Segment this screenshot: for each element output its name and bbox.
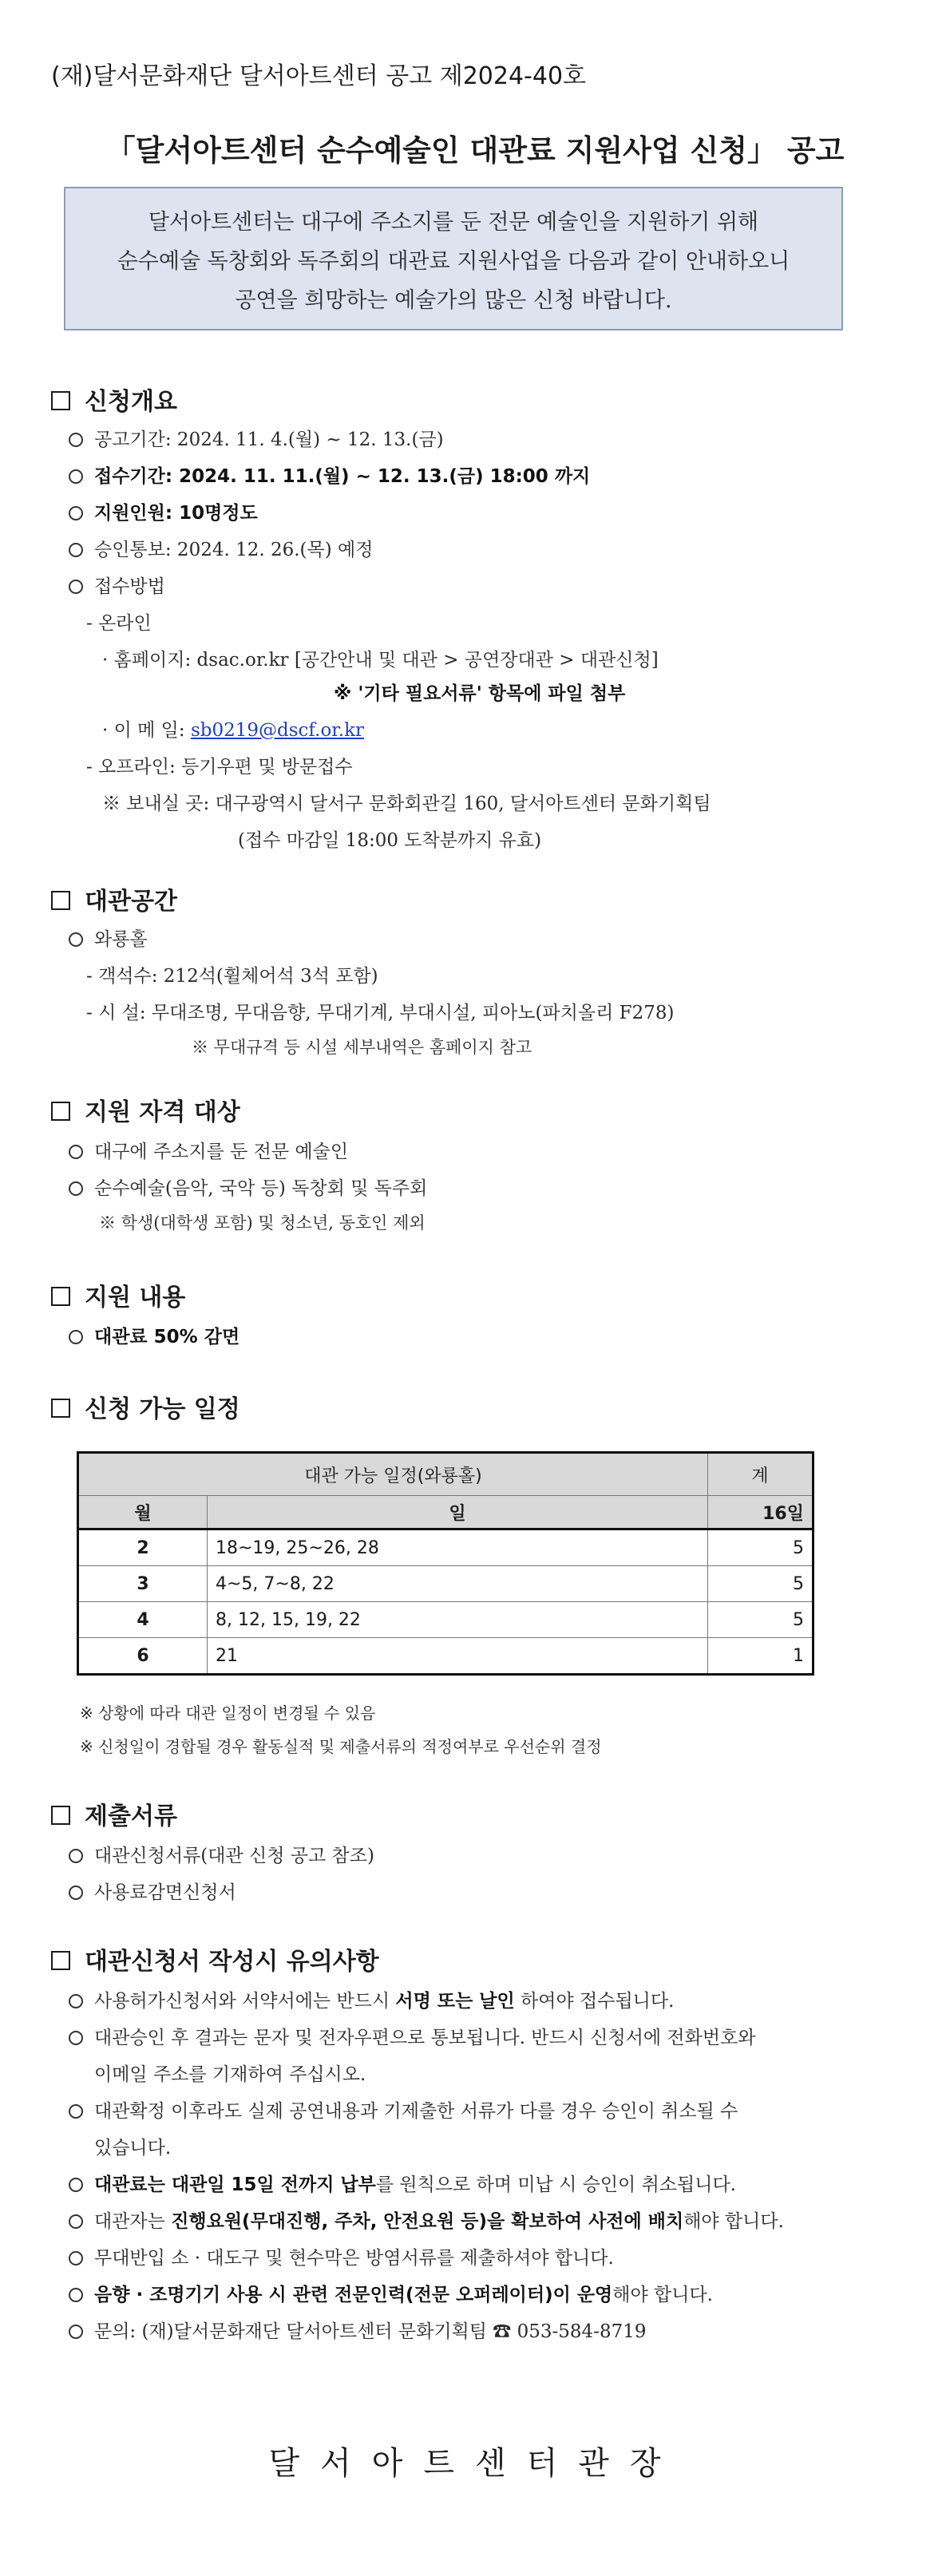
schedule-note: ※ 상황에 따라 대관 일정이 변경될 수 있음: [80, 1703, 376, 1723]
support-item: 대관료 50% 감면: [69, 1322, 239, 1348]
table-row: [78, 1529, 813, 1566]
circle-bullet-icon: [69, 469, 83, 484]
circle-bullet-icon: [69, 2031, 83, 2045]
email-link[interactable]: sb0219@dscf.or.kr: [190, 720, 364, 741]
signature: 달서아트센터관장: [268, 2445, 682, 2482]
table-header-row: [78, 1453, 813, 1496]
eligibility-note: ※ 학생(대학생 포함) 및 청소년, 동호인 제외: [99, 1213, 426, 1233]
circle-bullet-icon: [69, 1145, 83, 1159]
venue-note: ※ 무대규격 등 시설 세부내역은 홈페이지 참고: [192, 1038, 532, 1057]
section-heading: 대관공간: [85, 888, 177, 916]
venue-seats: - 객석수: 212석(휠체어석 3석 포함): [86, 966, 378, 987]
overview-email: · 이 메 일: sb0219@dscf.or.kr: [102, 720, 364, 741]
caution-item-cont: 이메일 주소를 기재하여 주십시오.: [94, 2064, 366, 2085]
section-heading: 지원 자격 대상: [85, 1098, 240, 1126]
intro-line: 순수예술 독창회와 독주회의 대관료 지원사업을 다음과 같이 안내하오니: [117, 249, 790, 274]
section-documents: [51, 1796, 177, 1831]
count-cell: 5: [708, 1566, 813, 1602]
checkbox-square-icon: [51, 1287, 70, 1306]
table-subheader-cell: 일: [208, 1496, 708, 1529]
documents-item: 대관신청서류(대관 신청 공고 참조): [69, 1841, 374, 1867]
page-title: 「달서아트센터 순수예술인 대관료 지원사업 신청」 공고: [105, 133, 845, 168]
section-heading: 신청개요: [85, 388, 177, 416]
section-heading: 제출서류: [85, 1802, 177, 1830]
checkbox-square-icon: [51, 1102, 70, 1121]
circle-bullet-icon: [69, 1849, 83, 1863]
schedule-note: ※ 신청일이 경합될 경우 활동실적 및 제출서류의 적정여부로 우선순위 결정: [80, 1737, 602, 1756]
circle-bullet-icon: [69, 2251, 83, 2265]
section-venue: [51, 881, 177, 916]
section-overview: [51, 382, 177, 417]
eligibility-item: 순수예술(음악, 국악 등) 독창회 및 독주회: [69, 1173, 427, 1200]
circle-bullet-icon: [69, 506, 83, 520]
checkbox-square-icon: [51, 391, 70, 410]
circle-bullet-icon: [69, 1330, 83, 1344]
section-heading: 대관신청서 작성시 유의사항: [85, 1948, 379, 1976]
caution-item: 사용허가신청서와 서약서에는 반드시 서명 또는 날인 하여야 접수됩니다.: [69, 1986, 674, 2012]
circle-bullet-icon: [69, 2104, 83, 2119]
table-row: [78, 1602, 813, 1638]
overview-online: - 온라인: [86, 613, 152, 634]
section-heading: 신청 가능 일정: [85, 1395, 240, 1423]
overview-offline: - 오프라인: 등기우편 및 방문접수: [86, 757, 353, 778]
count-cell: 5: [708, 1529, 813, 1566]
overview-address-note: (접수 마감일 18:00 도착분까지 유효): [238, 830, 542, 851]
circle-bullet-icon: [69, 2325, 83, 2339]
section-heading: 지원 내용: [85, 1284, 186, 1312]
checkbox-square-icon: [51, 1951, 70, 1970]
month-cell: 6: [78, 1638, 208, 1675]
days-cell: 4~5, 7~8, 22: [208, 1566, 708, 1602]
caution-item-cont: 있습니다.: [94, 2138, 172, 2159]
section-schedule: [51, 1389, 240, 1424]
checkbox-square-icon: [51, 891, 70, 910]
table-header-cell: 계: [708, 1453, 813, 1496]
venue-facilities: - 시 설: 무대조명, 무대음향, 무대기계, 부대시설, 피아노(파치올리 F278): [86, 1003, 675, 1023]
overview-homepage-note: ※ '기타 필요서류' 항목에 파일 첨부: [334, 683, 626, 704]
overview-homepage: · 홈페이지: dsac.or.kr [공간안내 및 대관 > 공연장대관 > 대관신청]: [102, 650, 659, 671]
section-cautions: [51, 1941, 379, 1977]
doc-number: (재)달서문화재단 달서아트센터 공고 제2024-40호: [51, 62, 587, 90]
caution-item: 대관승인 후 결과는 문자 및 전자우편으로 통보됩니다. 반드시 신청서에 전화번호와: [69, 2023, 756, 2049]
table-row: [78, 1638, 813, 1675]
month-cell: 4: [78, 1602, 208, 1638]
caution-item: 무대반입 소 · 대도구 및 현수막은 방염서류를 제출하셔야 합니다.: [69, 2243, 614, 2269]
month-cell: 3: [78, 1566, 208, 1602]
overview-approval: 승인통보: 2024. 12. 26.(목) 예정: [69, 535, 373, 561]
circle-bullet-icon: [69, 433, 83, 447]
intro-line: 달서아트센터는 대구에 주소지를 둔 전문 예술인을 지원하기 위해: [148, 210, 759, 235]
circle-bullet-icon: [69, 932, 83, 947]
caution-item: 대관자는 진행요원(무대진행, 주차, 안전요원 등)을 확보하여 사전에 배치해야 합니다.: [69, 2206, 784, 2233]
overview-notice-period: 공고기간: 2024. 11. 4.(월) ~ 12. 13.(금): [69, 425, 444, 451]
circle-bullet-icon: [69, 1886, 83, 1900]
schedule-table: [77, 1451, 814, 1676]
section-support: [51, 1277, 185, 1312]
circle-bullet-icon: [69, 2178, 83, 2192]
checkbox-square-icon: [51, 1806, 70, 1825]
checkbox-square-icon: [51, 1399, 70, 1418]
table-subheader-row: [78, 1496, 813, 1529]
caution-item: 음향 · 조명기기 사용 시 관련 전문인력(전문 오퍼레이터)이 운영해야 합니다.: [69, 2280, 713, 2306]
days-cell: 8, 12, 15, 19, 22: [208, 1602, 708, 1638]
overview-apply-period: 접수기간: 2024. 11. 11.(월) ~ 12. 13.(금) 18:00 까지: [69, 461, 590, 488]
table-subheader-cell: 월: [78, 1496, 208, 1529]
caution-item: 대관확정 이후라도 실제 공연내용과 기제출한 서류가 다를 경우 승인이 취소될 수: [69, 2096, 738, 2123]
table-subheader-cell: 16일: [708, 1496, 813, 1529]
circle-bullet-icon: [69, 2214, 83, 2229]
intro-box: [64, 187, 843, 330]
count-cell: 5: [708, 1602, 813, 1638]
table-header-cell: 대관 가능 일정(와룡홀): [78, 1453, 708, 1496]
days-cell: 18~19, 25~26, 28: [208, 1529, 708, 1566]
overview-address: ※ 보내실 곳: 대구광역시 달서구 문화회관길 160, 달서아트센터 문화기획팀: [102, 793, 711, 814]
circle-bullet-icon: [69, 1994, 83, 2008]
section-eligibility: [51, 1092, 240, 1127]
circle-bullet-icon: [69, 580, 83, 594]
documents-item: 사용료감면신청서: [69, 1878, 236, 1904]
overview-headcount: 지원인원: 10명정도: [69, 498, 258, 524]
eligibility-item: 대구에 주소지를 둔 전문 예술인: [69, 1137, 348, 1163]
circle-bullet-icon: [69, 1181, 83, 1196]
days-cell: 21: [208, 1638, 708, 1675]
caution-item: 대관료는 대관일 15일 전까지 납부를 원칙으로 하며 미납 시 승인이 취소됩니다.: [69, 2170, 736, 2196]
intro-line: 공연을 희망하는 예술가의 많은 신청 바랍니다.: [235, 288, 672, 313]
month-cell: 2: [78, 1529, 208, 1566]
venue-hall: 와룡홀: [69, 924, 148, 951]
overview-method: 접수방법: [69, 572, 165, 598]
circle-bullet-icon: [69, 543, 83, 557]
count-cell: 1: [708, 1638, 813, 1675]
table-row: [78, 1566, 813, 1602]
circle-bullet-icon: [69, 2288, 83, 2302]
caution-contact: 문의: (재)달서문화재단 달서아트센터 문화기획팀 ☎ 053-584-8719: [69, 2317, 647, 2343]
